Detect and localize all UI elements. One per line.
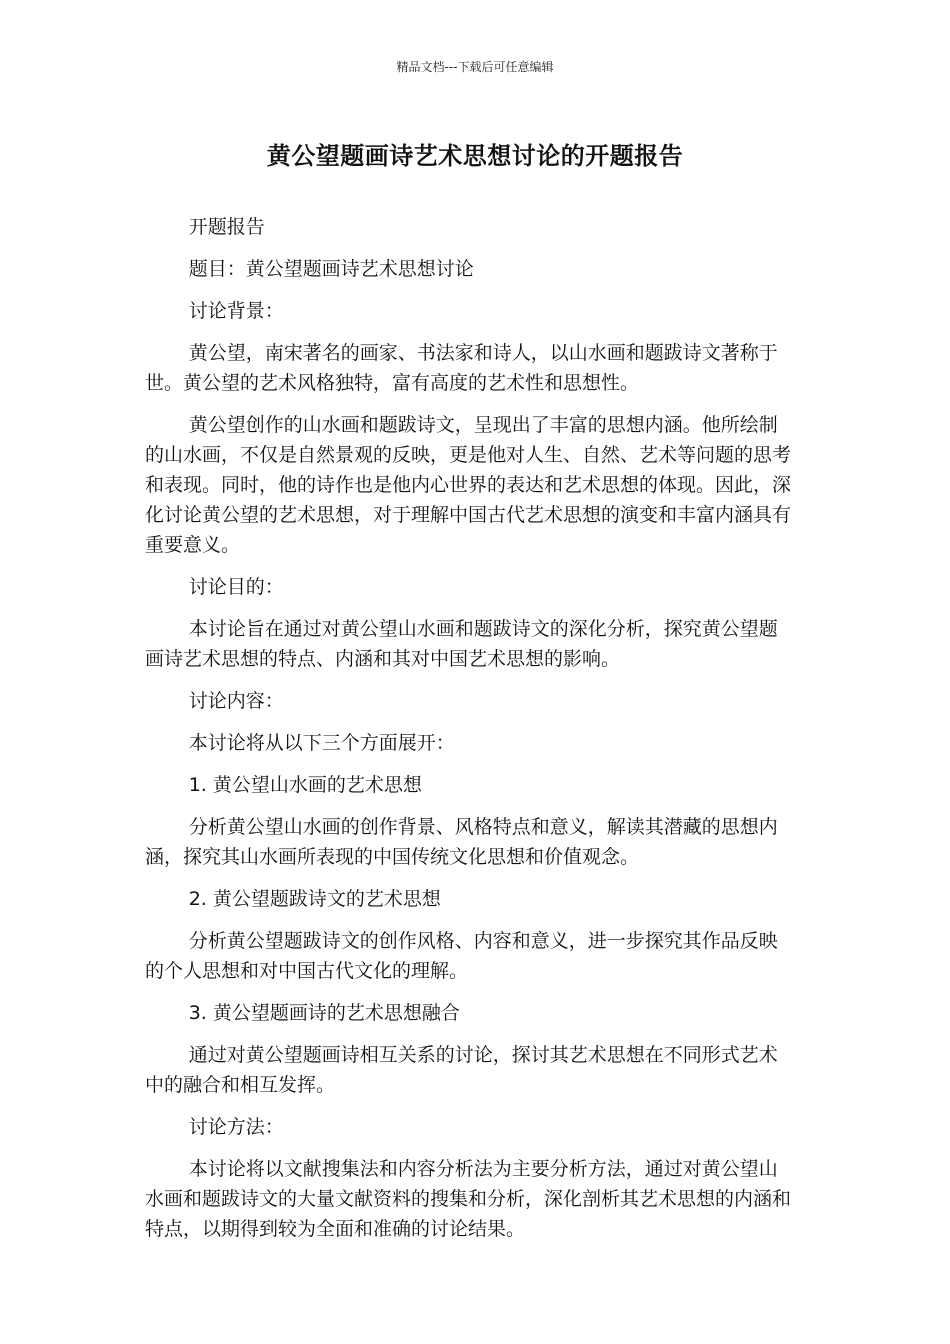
paragraph: 题目：黄公望题画诗艺术思想讨论 xyxy=(188,258,474,280)
section-heading: 讨论方法： xyxy=(188,1116,284,1138)
paragraph: 黄公望创作的山水画和题跋诗文，呈现出了丰富的思想内涵。他所绘制的山水画，不仅是自然景观的反映，更是他对人生、自然、艺术等问题的思考和表现。同时，他的诗作也是他内心世界的表达和艺术思想的体现。因此，深化讨论黄公望的艺术思想，对于理解中国古代艺术思想的演变和丰富内涵具有重要意义。 xyxy=(145,414,792,556)
paragraph: 分析黄公望题跋诗文的创作风格、内容和意义，进一步探究其作品反映的个人思想和对中国古代文化的理解。 xyxy=(145,930,778,982)
paragraph: 通过对黄公望题画诗相互关系的讨论，探讨其艺术思想在不同形式艺术中的融合和相互发挥。 xyxy=(145,1044,778,1096)
list-heading: 1. 黄公望山水画的艺术思想 xyxy=(188,774,422,796)
document-body xyxy=(145,212,793,1256)
paragraph: 黄公望，南宋著名的画家、书法家和诗人，以山水画和题跋诗文著称于世。黄公望的艺术风格独特，富有高度的艺术性和思想性。 xyxy=(145,342,778,394)
document-title: 黄公望题画诗艺术思想讨论的开题报告 xyxy=(266,142,684,170)
section-heading: 讨论背景： xyxy=(188,300,284,322)
section-heading: 讨论目的： xyxy=(188,576,284,598)
paragraph: 本讨论将以文献搜集法和内容分析法为主要分析方法，通过对黄公望山水画和题跋诗文的大量文献资料的搜集和分析，深化剖析其艺术思想的内涵和特点，以期得到较为全面和准确的讨论结果。 xyxy=(145,1158,792,1240)
paragraph: 本讨论将从以下三个方面展开： xyxy=(188,732,455,754)
list-heading: 2. 黄公望题跋诗文的艺术思想 xyxy=(188,888,441,910)
paragraph: 分析黄公望山水画的创作背景、风格特点和意义，解读其潜藏的思想内涵，探究其山水画所表现的中国传统文化思想和价值观念。 xyxy=(145,816,778,868)
list-heading: 3. 黄公望题画诗的艺术思想融合 xyxy=(188,1002,460,1024)
paragraph: 开题报告 xyxy=(188,216,265,238)
section-heading: 讨论内容： xyxy=(188,690,284,712)
paragraph: 本讨论旨在通过对黄公望山水画和题跋诗文的深化分析，探究黄公望题画诗艺术思想的特点、内涵和其对中国艺术思想的影响。 xyxy=(145,618,778,670)
header-note: 精品文档---下载后可任意编辑 xyxy=(396,60,554,74)
